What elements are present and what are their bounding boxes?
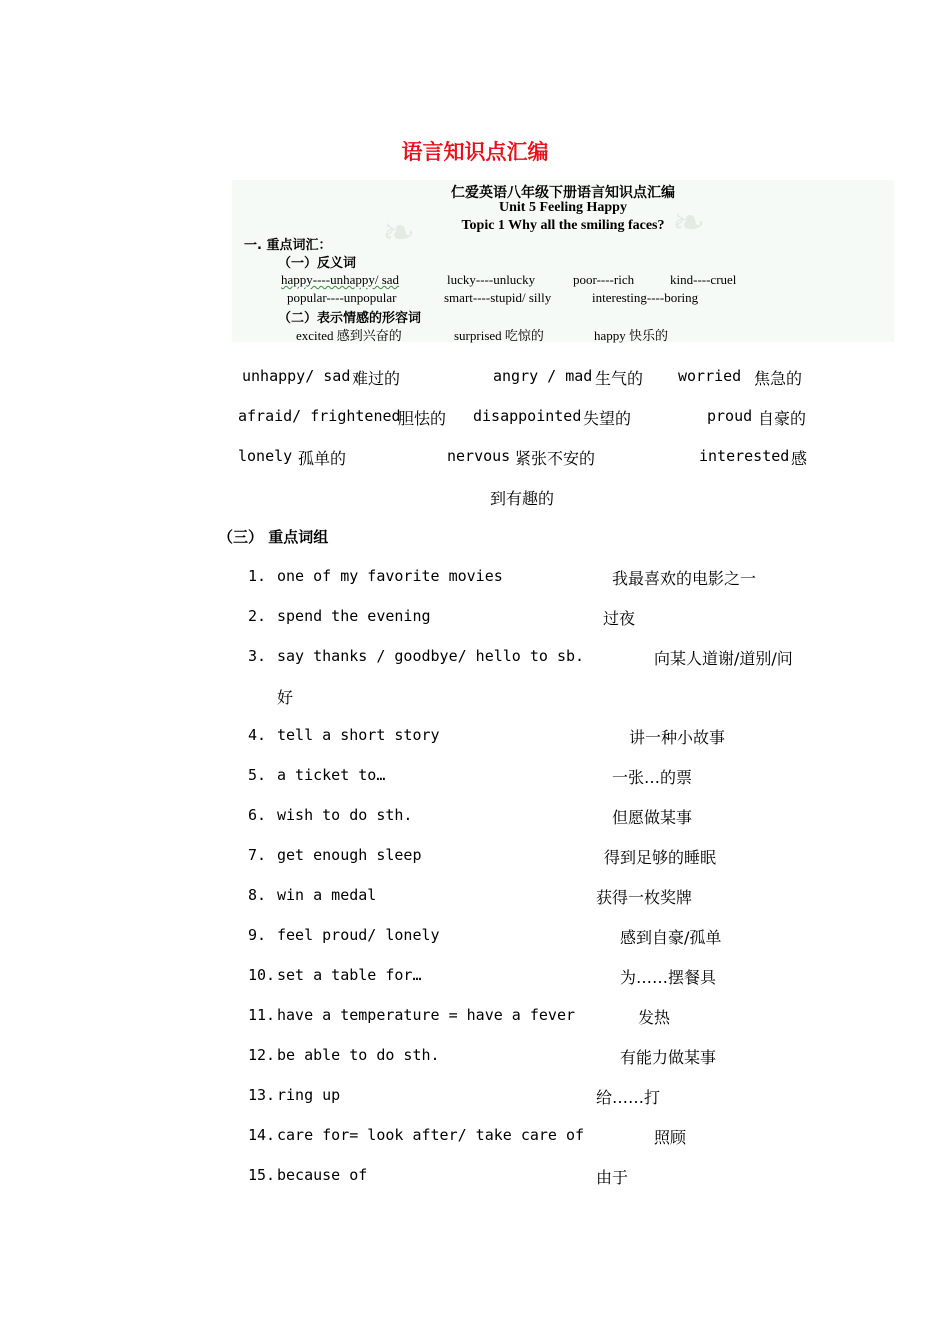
- antonyms-title: （一）反义词: [278, 256, 357, 271]
- phrase-cn: 好: [277, 688, 294, 707]
- phrase-en: set a table for…: [277, 966, 422, 984]
- adjective-cn: 孤单的: [298, 449, 347, 468]
- adjective-en: unhappy/ sad: [242, 367, 351, 385]
- phrase-cn: 但愿做某事: [612, 808, 693, 827]
- antonym-item: poor----rich: [573, 272, 635, 287]
- scan-unit: Unit 5 Feeling Happy: [499, 200, 627, 215]
- emotion-item: surprised 吃惊的: [454, 328, 544, 343]
- phrase-en: be able to do sth.: [277, 1046, 440, 1064]
- phrase-number: 9.: [248, 926, 267, 944]
- adjective-en: afraid/ frightened: [238, 407, 401, 425]
- phrase-en: care for= look after/ take care of: [277, 1126, 585, 1144]
- phrase-number: 15.: [248, 1166, 276, 1184]
- adjective-cn: 紧张不安的: [515, 449, 596, 468]
- adjective-cn: 焦急的: [754, 369, 803, 388]
- page-title: 语言知识点汇编: [401, 140, 549, 164]
- phrase-number: 13.: [248, 1086, 276, 1104]
- phrase-en: feel proud/ lonely: [277, 926, 440, 944]
- adjective-cn: 胆怯的: [398, 409, 447, 428]
- phrase-en: wish to do sth.: [277, 806, 413, 824]
- antonym-item: interesting----boring: [592, 290, 699, 305]
- phrase-cn: 一张…的票: [612, 768, 693, 787]
- adjective-en: angry / mad: [493, 367, 593, 385]
- watermark-icon: ❧: [382, 210, 416, 256]
- phrase-en: a ticket to…: [277, 766, 386, 784]
- phrase-cn: 向某人道谢/道别/问: [654, 649, 793, 668]
- antonym-item: kind----cruel: [670, 272, 737, 287]
- watermark-icon: ❧: [672, 200, 706, 246]
- antonym-item: happy----unhappy/ sad: [281, 272, 400, 287]
- phrase-cn: 为……摆餐具: [620, 968, 717, 987]
- phrase-cn: 我最喜欢的电影之一: [612, 569, 757, 588]
- adjective-en: disappointed: [473, 407, 582, 425]
- antonym-item: lucky----unlucky: [447, 272, 536, 287]
- phrase-number: 6.: [248, 806, 267, 824]
- adjective-en: nervous: [447, 447, 511, 465]
- adjective-cn: 失望的: [583, 409, 632, 428]
- phrase-number: 7.: [248, 846, 267, 864]
- scan-topic: Topic 1 Why all the smiling faces?: [461, 218, 665, 233]
- phrase-cn: 发热: [638, 1008, 671, 1027]
- adjective-cn: 生气的: [595, 369, 644, 388]
- phrase-en: spend the evening: [277, 607, 431, 625]
- phrase-number: 10.: [248, 966, 276, 984]
- adjective-cn: 到有趣的: [490, 489, 555, 508]
- phrase-cn: 获得一枚奖牌: [596, 888, 693, 907]
- phrase-number: 3.: [248, 647, 267, 665]
- phrase-number: 8.: [248, 886, 267, 904]
- phrase-cn: 有能力做某事: [620, 1048, 717, 1067]
- phrases-title: （三） 重点词组: [218, 528, 329, 546]
- emotion-item: happy 快乐的: [594, 328, 669, 343]
- phrase-number: 2.: [248, 607, 267, 625]
- antonym-item: popular----unpopular: [287, 290, 397, 305]
- adjective-cn: 感: [791, 449, 808, 468]
- phrase-cn: 得到足够的睡眠: [604, 848, 717, 867]
- scanned-excerpt: [232, 180, 894, 342]
- adjective-en: proud: [707, 407, 753, 425]
- phrase-cn: 讲一种小故事: [629, 728, 726, 747]
- adjective-en: worried: [678, 367, 742, 385]
- phrase-en: tell a short story: [277, 726, 440, 744]
- phrase-en: have a temperature = have a fever: [277, 1006, 576, 1024]
- phrase-number: 4.: [248, 726, 267, 744]
- phrase-cn: 由于: [596, 1168, 629, 1187]
- adjective-en: interested: [699, 447, 790, 465]
- phrase-en: win a medal: [277, 886, 377, 904]
- adjective-cn: 自豪的: [758, 409, 807, 428]
- phrase-cn: 给……打: [596, 1088, 661, 1107]
- antonym-item: smart----stupid/ silly: [444, 290, 552, 305]
- phrase-en: one of my favorite movies: [277, 567, 503, 585]
- emotions-title: （二）表示情感的形容词: [278, 311, 422, 326]
- phrase-cn: 照顾: [654, 1128, 687, 1147]
- phrase-en: because of: [277, 1166, 368, 1184]
- phrase-en: ring up: [277, 1086, 341, 1104]
- adjective-cn: 难过的: [352, 369, 401, 388]
- phrase-en: get enough sleep: [277, 846, 422, 864]
- scan-heading: 仁爱英语八年级下册语言知识点汇编: [451, 186, 675, 201]
- phrase-cn: 过夜: [603, 609, 636, 628]
- adjective-en: lonely: [238, 447, 293, 465]
- phrase-cn: 感到自豪/孤单: [620, 928, 722, 947]
- phrase-number: 5.: [248, 766, 267, 784]
- vocab-title: 一. 重点词汇：: [244, 238, 332, 253]
- phrase-number: 11.: [248, 1006, 276, 1024]
- emotion-item: excited 感到兴奋的: [296, 328, 402, 343]
- phrase-number: 1.: [248, 567, 267, 585]
- phrase-en: say thanks / goodbye/ hello to sb.: [277, 647, 585, 665]
- phrase-number: 12.: [248, 1046, 276, 1064]
- phrase-number: 14.: [248, 1126, 276, 1144]
